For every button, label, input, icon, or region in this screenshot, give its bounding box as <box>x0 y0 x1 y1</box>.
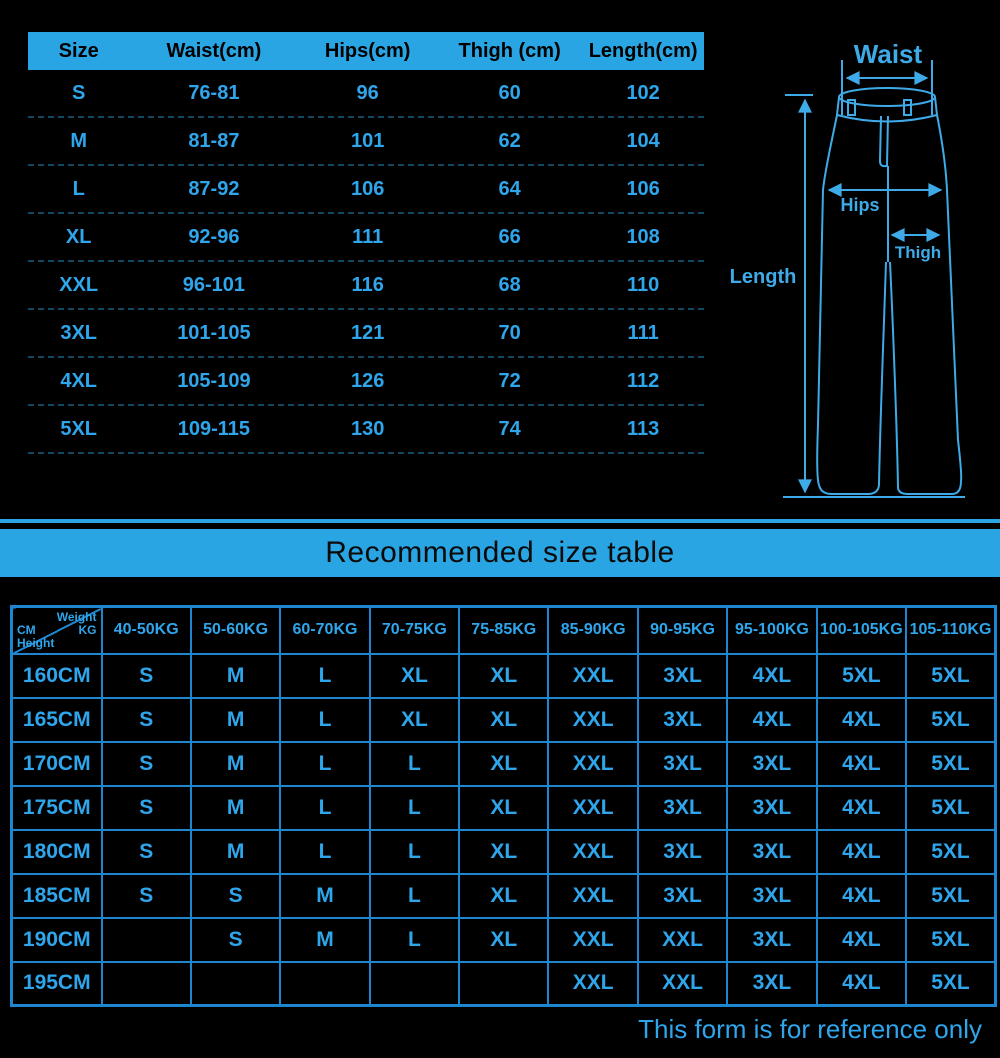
size-cell: L <box>280 830 369 874</box>
measurement-value: 106 <box>626 177 660 200</box>
measurement-value: 113 <box>627 417 660 440</box>
divider-line <box>0 519 1000 523</box>
height-header: 185CM <box>12 874 102 918</box>
right-outer-seam <box>937 115 961 481</box>
size-cell: M <box>280 918 369 962</box>
recommended-row <box>12 742 996 786</box>
measurement-row <box>28 406 704 454</box>
size-cell: XL <box>459 874 548 918</box>
size-cell: L <box>370 786 459 830</box>
size-cell: 5XL <box>906 742 995 786</box>
size-cell: XL <box>370 698 459 742</box>
weight-header: 100-105KG <box>817 607 906 654</box>
size-cell: M <box>191 830 280 874</box>
size-cell: XXL <box>548 654 637 698</box>
weight-header: 75-85KG <box>459 607 548 654</box>
size-label: 5XL <box>60 417 98 440</box>
measurement-row <box>28 214 704 262</box>
right-inner-seam <box>890 262 898 487</box>
measurement-row <box>28 166 704 214</box>
size-cell: M <box>191 654 280 698</box>
size-label: M <box>70 129 88 152</box>
measurement-value: 110 <box>627 273 660 296</box>
size-cell: XXL <box>548 742 637 786</box>
size-cell: 3XL <box>727 786 816 830</box>
measurement-row <box>28 358 704 406</box>
size-label: S <box>72 81 86 104</box>
measurement-value: 104 <box>626 129 660 152</box>
measurement-value: 68 <box>498 273 521 296</box>
size-cell: 3XL <box>727 742 816 786</box>
measurement-value: 111 <box>352 225 384 248</box>
height-header: 165CM <box>12 698 102 742</box>
length-diagram-label: Length <box>729 266 797 288</box>
corner-cell <box>12 607 102 654</box>
measurement-row <box>28 118 704 166</box>
measurement-value: 111 <box>627 321 659 344</box>
measurement-value: 101-105 <box>177 321 251 344</box>
size-cell: 4XL <box>817 742 906 786</box>
size-cell: S <box>191 874 280 918</box>
size-cell: L <box>370 918 459 962</box>
size-cell: L <box>370 830 459 874</box>
size-cell: 3XL <box>638 698 727 742</box>
size-cell: L <box>280 786 369 830</box>
size-cell: XXL <box>638 962 727 1006</box>
size-cell <box>102 962 191 1006</box>
size-cell: M <box>191 742 280 786</box>
size-cell: 3XL <box>638 786 727 830</box>
measurement-value: 108 <box>626 225 660 248</box>
size-cell: XL <box>370 654 459 698</box>
size-cell: 4XL <box>817 962 906 1006</box>
size-cell: M <box>191 698 280 742</box>
height-header: 180CM <box>12 830 102 874</box>
size-cell: XXL <box>548 698 637 742</box>
size-cell: S <box>102 742 191 786</box>
measurement-value: 66 <box>498 225 521 248</box>
size-cell: XXL <box>548 962 637 1006</box>
size-cell: XL <box>459 742 548 786</box>
size-cell: 4XL <box>817 874 906 918</box>
size-cell: S <box>102 654 191 698</box>
size-cell: S <box>102 830 191 874</box>
waistband <box>839 88 935 106</box>
measurement-value: 102 <box>626 81 660 104</box>
size-cell: 5XL <box>817 654 906 698</box>
size-cell: 3XL <box>638 654 727 698</box>
height-header: 190CM <box>12 918 102 962</box>
measurement-value: 72 <box>498 369 521 392</box>
measurement-value: 109-115 <box>177 417 251 440</box>
size-cell: XXL <box>548 918 637 962</box>
measurement-table <box>28 32 704 454</box>
size-cell: 3XL <box>638 874 727 918</box>
measurement-row <box>28 310 704 358</box>
hips-diagram-label: Hips <box>840 195 880 215</box>
thigh-diagram-label: Thigh <box>894 243 942 262</box>
size-cell: XL <box>459 786 548 830</box>
weight-header: 70-75KG <box>370 607 459 654</box>
size-cell: 4XL <box>817 918 906 962</box>
size-cell: 3XL <box>727 830 816 874</box>
size-cell: XL <box>459 918 548 962</box>
weight-header: 90-95KG <box>638 607 727 654</box>
height-header: 175CM <box>12 786 102 830</box>
size-cell: XXL <box>548 830 637 874</box>
size-cell: M <box>280 874 369 918</box>
size-cell: 4XL <box>727 654 816 698</box>
height-header: 195CM <box>12 962 102 1006</box>
measurement-value: 62 <box>498 129 521 152</box>
size-cell: L <box>280 742 369 786</box>
measurement-value: 112 <box>627 369 660 392</box>
weight-axis-label: Weight KG <box>56 610 97 637</box>
measurement-value: 130 <box>350 417 385 440</box>
size-cell: L <box>370 742 459 786</box>
size-cell: 5XL <box>906 918 995 962</box>
height-header: 170CM <box>12 742 102 786</box>
size-cell: XL <box>459 654 548 698</box>
measurement-value: 60 <box>498 81 521 104</box>
measurement-value: 116 <box>351 273 384 296</box>
size-cell: L <box>280 698 369 742</box>
height-header: 160CM <box>12 654 102 698</box>
recommended-header-row <box>12 607 996 654</box>
size-cell: 5XL <box>906 874 995 918</box>
measurement-header-2: Hips(cm) <box>324 39 411 62</box>
height-axis-label: CM Height <box>17 622 55 650</box>
recommended-row <box>12 786 996 830</box>
size-cell: 3XL <box>727 918 816 962</box>
size-cell: XL <box>459 830 548 874</box>
size-cell: L <box>370 874 459 918</box>
recommended-size-table <box>10 605 997 1007</box>
measurement-value: 106 <box>350 177 385 200</box>
weight-header: 95-100KG <box>727 607 816 654</box>
size-cell: M <box>191 786 280 830</box>
size-cell <box>370 962 459 1006</box>
right-hem <box>898 481 961 494</box>
size-cell: 3XL <box>638 830 727 874</box>
measurement-row <box>28 70 704 118</box>
size-label: 4XL <box>60 369 98 392</box>
size-label: 3XL <box>60 321 98 344</box>
left-hem <box>819 485 879 494</box>
recommended-size-banner <box>0 529 1000 577</box>
recommended-row <box>12 918 996 962</box>
weight-header: 40-50KG <box>102 607 191 654</box>
measurement-value: 64 <box>498 177 521 200</box>
left-outer-seam <box>817 115 837 485</box>
recommended-row <box>12 654 996 698</box>
measurement-value: 76-81 <box>188 81 240 104</box>
size-cell: S <box>102 786 191 830</box>
size-cell: S <box>102 874 191 918</box>
size-cell: 5XL <box>906 698 995 742</box>
weight-header: 50-60KG <box>191 607 280 654</box>
size-cell: 3XL <box>727 962 816 1006</box>
measurement-table-body <box>28 70 704 454</box>
size-cell <box>459 962 548 1006</box>
size-cell: L <box>280 654 369 698</box>
size-cell <box>191 962 280 1006</box>
recommended-row <box>12 962 996 1006</box>
measurement-header-1: Waist(cm) <box>166 39 262 62</box>
measurement-value: 96-101 <box>182 273 246 296</box>
weight-header: 85-90KG <box>548 607 637 654</box>
size-cell: XXL <box>548 874 637 918</box>
measurement-value: 81-87 <box>188 129 240 152</box>
reference-note: This form is for reference only <box>638 1014 982 1044</box>
size-cell: 3XL <box>727 874 816 918</box>
measurement-value: 126 <box>350 369 385 392</box>
measurement-value: 96 <box>356 81 379 104</box>
size-cell: XL <box>459 698 548 742</box>
size-cell: 5XL <box>906 962 995 1006</box>
recommended-row <box>12 874 996 918</box>
size-cell: 5XL <box>906 786 995 830</box>
measurement-header-3: Thigh (cm) <box>458 39 561 62</box>
measurement-header-0: Size <box>58 39 99 62</box>
size-cell: 5XL <box>906 654 995 698</box>
size-cell: S <box>102 698 191 742</box>
size-cell: 4XL <box>817 786 906 830</box>
size-label: XL <box>65 225 92 248</box>
size-cell: 4XL <box>817 698 906 742</box>
measurement-value: 92-96 <box>188 225 240 248</box>
recommended-row <box>12 830 996 874</box>
measurement-value: 105-109 <box>177 369 251 392</box>
size-cell <box>102 918 191 962</box>
size-cell <box>280 962 369 1006</box>
measurement-value: 70 <box>498 321 521 344</box>
left-inner-seam <box>879 262 886 485</box>
waist-diagram-label: Waist <box>853 39 923 69</box>
pants-size-diagram <box>700 15 1000 520</box>
measurement-table-header <box>28 32 704 70</box>
size-label: XXL <box>59 273 99 296</box>
size-cell: 3XL <box>638 742 727 786</box>
size-cell: XXL <box>548 786 637 830</box>
size-cell: 4XL <box>817 830 906 874</box>
measurement-value: 121 <box>350 321 385 344</box>
banner-title: Recommended size table <box>325 536 675 569</box>
size-cell: S <box>191 918 280 962</box>
size-cell: 4XL <box>727 698 816 742</box>
measurement-row <box>28 262 704 310</box>
size-cell: 5XL <box>906 830 995 874</box>
measurement-value: 87-92 <box>188 177 240 200</box>
weight-header: 105-110KG <box>906 607 995 654</box>
measurement-value: 101 <box>350 129 385 152</box>
size-label: L <box>72 177 85 200</box>
recommended-row <box>12 698 996 742</box>
fly-line <box>880 116 888 166</box>
weight-header: 60-70KG <box>280 607 369 654</box>
measurement-header-4: Length(cm) <box>588 39 698 62</box>
size-cell: XXL <box>638 918 727 962</box>
measurement-value: 74 <box>498 417 521 440</box>
